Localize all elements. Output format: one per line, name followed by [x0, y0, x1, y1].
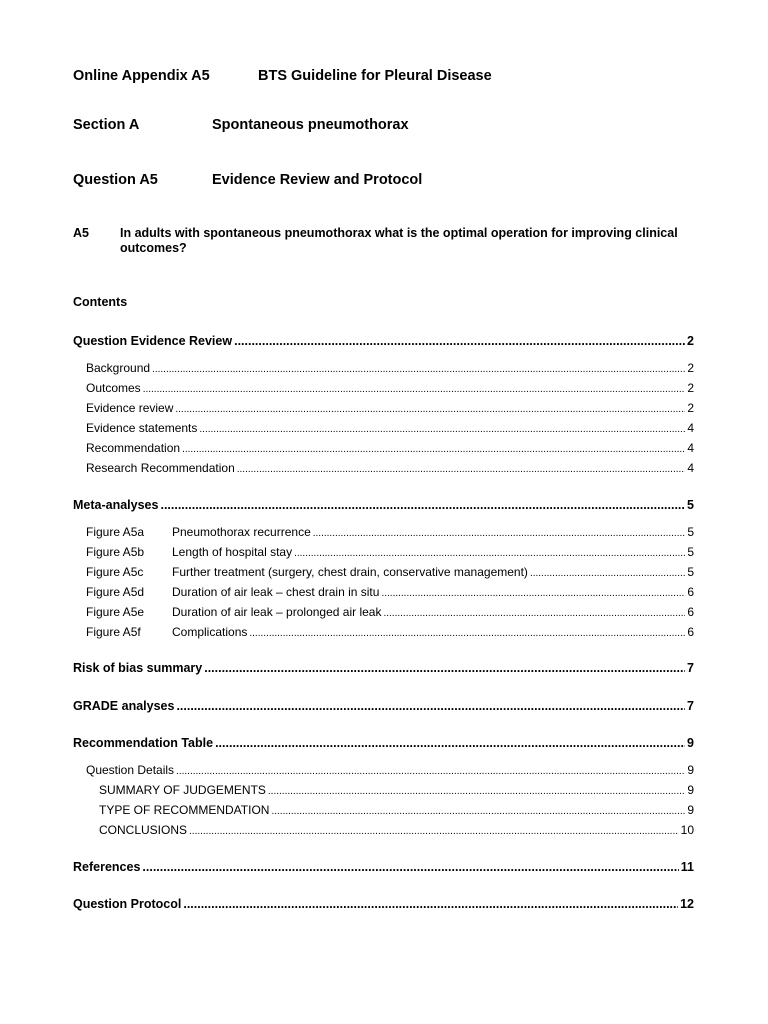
toc-page-number: 7 [687, 699, 694, 713]
toc-entry-label: Length of hospital stay [172, 545, 293, 559]
toc-entry-label: Meta-analyses [73, 498, 159, 512]
toc-leader-dots [249, 625, 685, 639]
toc-entry-label: Pneumothorax recurrence [172, 525, 311, 539]
toc-entry[interactable] [86, 381, 694, 395]
toc-page-number: 2 [687, 361, 694, 375]
toc-entry[interactable] [86, 525, 694, 539]
toc-entry-label: GRADE analyses [73, 699, 175, 713]
toc-page-number: 4 [687, 461, 694, 475]
toc-leader-dots [530, 565, 685, 579]
toc-entry[interactable] [73, 699, 694, 713]
toc-entry[interactable] [73, 661, 694, 675]
toc-page-number: 9 [687, 783, 694, 797]
toc-entry[interactable] [99, 823, 694, 837]
toc-figure-number: Figure A5e [86, 605, 145, 619]
toc-page-number: 2 [687, 334, 694, 348]
toc-figure-number: Figure A5f [86, 625, 141, 639]
toc-entry[interactable] [73, 334, 694, 348]
toc-entry-label: Research Recommendation [86, 461, 235, 475]
toc-figure-number: Figure A5c [86, 565, 144, 579]
toc-entry-label: Background [86, 361, 151, 375]
toc-entry-label: Duration of air leak – chest drain in situ [172, 585, 380, 599]
toc-entry-label: Complications [172, 625, 248, 639]
toc-entry[interactable] [73, 736, 694, 750]
toc-figure-number: Figure A5a [86, 525, 145, 539]
toc-entry-label: SUMMARY OF JUDGEMENTS [99, 783, 266, 797]
toc-entry-label: Evidence review [86, 401, 174, 415]
question-block [73, 226, 695, 256]
toc-entry[interactable] [73, 860, 694, 874]
toc-entry-label: Recommendation Table [73, 736, 214, 750]
toc-entry[interactable] [99, 783, 694, 797]
toc-page-number: 9 [687, 763, 694, 777]
section-title: Spontaneous pneumothorax [212, 117, 409, 133]
toc-entry[interactable] [86, 605, 694, 619]
toc-entry[interactable] [86, 461, 694, 475]
toc-leader-dots [152, 361, 685, 375]
contents-title: Contents [73, 295, 128, 309]
toc-entry[interactable] [73, 498, 694, 512]
toc-leader-dots [182, 441, 685, 455]
toc-entry-label: References [73, 860, 141, 874]
toc-leader-dots [234, 334, 685, 348]
question-number: A5 [73, 226, 89, 240]
toc-entry-label: CONCLUSIONS [99, 823, 188, 837]
toc-leader-dots [237, 461, 686, 475]
toc-page-number: 4 [687, 421, 694, 435]
toc-leader-dots [142, 860, 678, 874]
toc-page-number: 12 [680, 897, 694, 911]
question-label: Question A5 [73, 172, 158, 188]
toc-page-number: 5 [687, 525, 694, 539]
toc-entry-label: Risk of bias summary [73, 661, 203, 675]
toc-leader-dots [381, 585, 685, 599]
toc-entry[interactable] [73, 897, 694, 911]
toc-leader-dots [175, 401, 685, 415]
toc-entry[interactable] [86, 421, 694, 435]
toc-entry-label: Duration of air leak – prolonged air leak [172, 605, 382, 619]
toc-page-number: 4 [687, 441, 694, 455]
appendix-label: Online Appendix A5 [73, 68, 210, 84]
toc-page-number: 5 [687, 565, 694, 579]
toc-page-number: 6 [687, 625, 694, 639]
toc-leader-dots [176, 699, 685, 713]
toc-entry[interactable] [86, 401, 694, 415]
toc-entry[interactable] [86, 625, 694, 639]
toc-page-number: 6 [687, 585, 694, 599]
toc-page-number: 11 [680, 860, 694, 874]
toc-entry[interactable] [99, 803, 694, 817]
toc-entry-label: Evidence statements [86, 421, 198, 435]
question-title: Evidence Review and Protocol [212, 172, 423, 188]
toc-leader-dots [199, 421, 685, 435]
toc-leader-dots [268, 783, 685, 797]
section-label: Section A [73, 117, 140, 133]
toc-entry[interactable] [86, 763, 694, 777]
toc-leader-dots [176, 763, 685, 777]
toc-entry[interactable] [86, 361, 694, 375]
toc-page-number: 5 [687, 545, 694, 559]
toc-leader-dots [215, 736, 685, 750]
toc-entry[interactable] [86, 545, 694, 559]
toc-leader-dots [383, 605, 685, 619]
toc-figure-number: Figure A5d [86, 585, 145, 599]
toc-page-number: 9 [687, 803, 694, 817]
toc-entry-label: Recommendation [86, 441, 181, 455]
toc-entry-label: Question Evidence Review [73, 334, 233, 348]
toc-entry[interactable] [86, 565, 694, 579]
toc-page-number: 5 [687, 498, 694, 512]
toc-entry-label: Question Details [86, 763, 175, 777]
toc-entry-label: Further treatment (surgery, chest drain, conservative management) [172, 565, 528, 579]
toc-leader-dots [183, 897, 678, 911]
toc-entry-label: Outcomes [86, 381, 141, 395]
toc-page-number: 10 [680, 823, 694, 837]
toc-leader-dots [143, 381, 686, 395]
toc-leader-dots [313, 525, 686, 539]
toc-page-number: 9 [687, 736, 694, 750]
toc-entry-label: Question Protocol [73, 897, 182, 911]
toc-page-number: 2 [687, 401, 694, 415]
toc-page-number: 2 [687, 381, 694, 395]
toc-entry[interactable] [86, 441, 694, 455]
toc-leader-dots [294, 545, 685, 559]
toc-page-number: 6 [687, 605, 694, 619]
toc-leader-dots [189, 823, 679, 837]
toc-leader-dots [160, 498, 685, 512]
toc-leader-dots [204, 661, 685, 675]
toc-figure-number: Figure A5b [86, 545, 145, 559]
toc-page-number: 7 [687, 661, 694, 675]
question-text: In adults with spontaneous pneumothorax what is the optimal operation for improving clinical outcomes? [120, 226, 678, 255]
appendix-title: BTS Guideline for Pleural Disease [258, 68, 492, 84]
toc-entry-label: TYPE OF RECOMMENDATION [99, 803, 270, 817]
toc-leader-dots [271, 803, 685, 817]
toc-entry[interactable] [86, 585, 694, 599]
